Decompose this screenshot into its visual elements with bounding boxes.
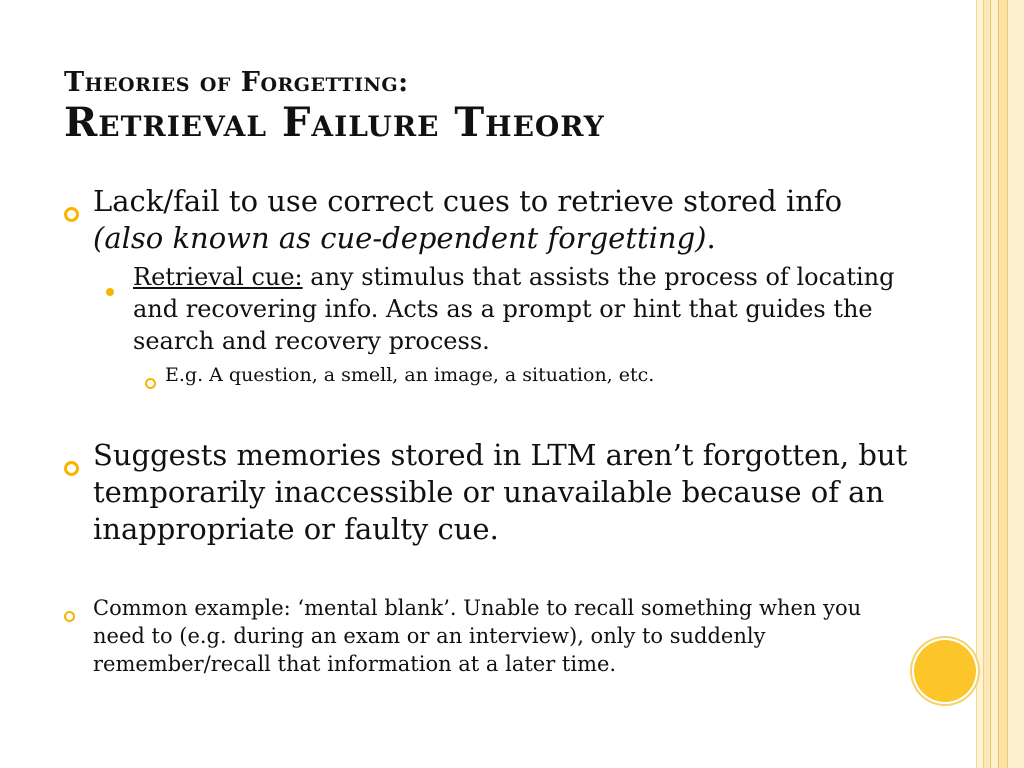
ring-bullet-icon xyxy=(145,369,156,397)
example-text: E.g. A question, a smell, an image, a situation, etc. xyxy=(165,364,655,386)
stripe xyxy=(976,0,983,768)
stripe xyxy=(983,0,990,768)
stripe xyxy=(1007,0,1024,768)
bullet-lack-cues xyxy=(64,183,914,257)
sub-bullet-retrieval-cue xyxy=(64,261,914,357)
title-line-2: Retrieval Failure Theory xyxy=(64,99,605,146)
ring-bullet-icon xyxy=(64,601,75,629)
bullet-italic-text: (also known as cue-dependent forgetting) xyxy=(93,221,707,255)
retrieval-cue-label: Retrieval cue: xyxy=(133,263,303,291)
sub-sub-bullet-example xyxy=(64,361,914,389)
ring-bullet-icon xyxy=(64,448,79,485)
stripe xyxy=(990,0,998,768)
bullet-text: Lack/fail to use correct cues to retrieve stored info xyxy=(93,184,843,218)
ring-bullet-icon xyxy=(64,194,79,231)
bullet-common-example xyxy=(64,594,914,678)
bullet-end: . xyxy=(706,221,716,255)
bullet-suggests-memories xyxy=(64,437,914,548)
slide-title xyxy=(64,66,924,146)
dot-bullet-icon xyxy=(106,272,114,304)
retrieval-cue-text: any stimulus that assists the process of locating and recovering info. Acts as a prompt or hint that guides the search and recovery process. xyxy=(133,263,895,355)
bullet-text: Suggests memories stored in LTM aren’t forgotten, but temporarily inaccessible or unavailable because of an inappropriate or faulty cue. xyxy=(93,438,908,546)
slide-content xyxy=(64,183,914,678)
stripe xyxy=(998,0,1007,768)
title-line-1: Theories of Forgetting: xyxy=(64,67,409,98)
decorative-circle xyxy=(914,640,976,702)
right-decorative-stripes xyxy=(976,0,1024,768)
bullet-text: Common example: ‘mental blank’. Unable to recall something when you need to (e.g. during an exam or an interview), only to suddenly remember/recall that information at a later time. xyxy=(93,596,862,676)
